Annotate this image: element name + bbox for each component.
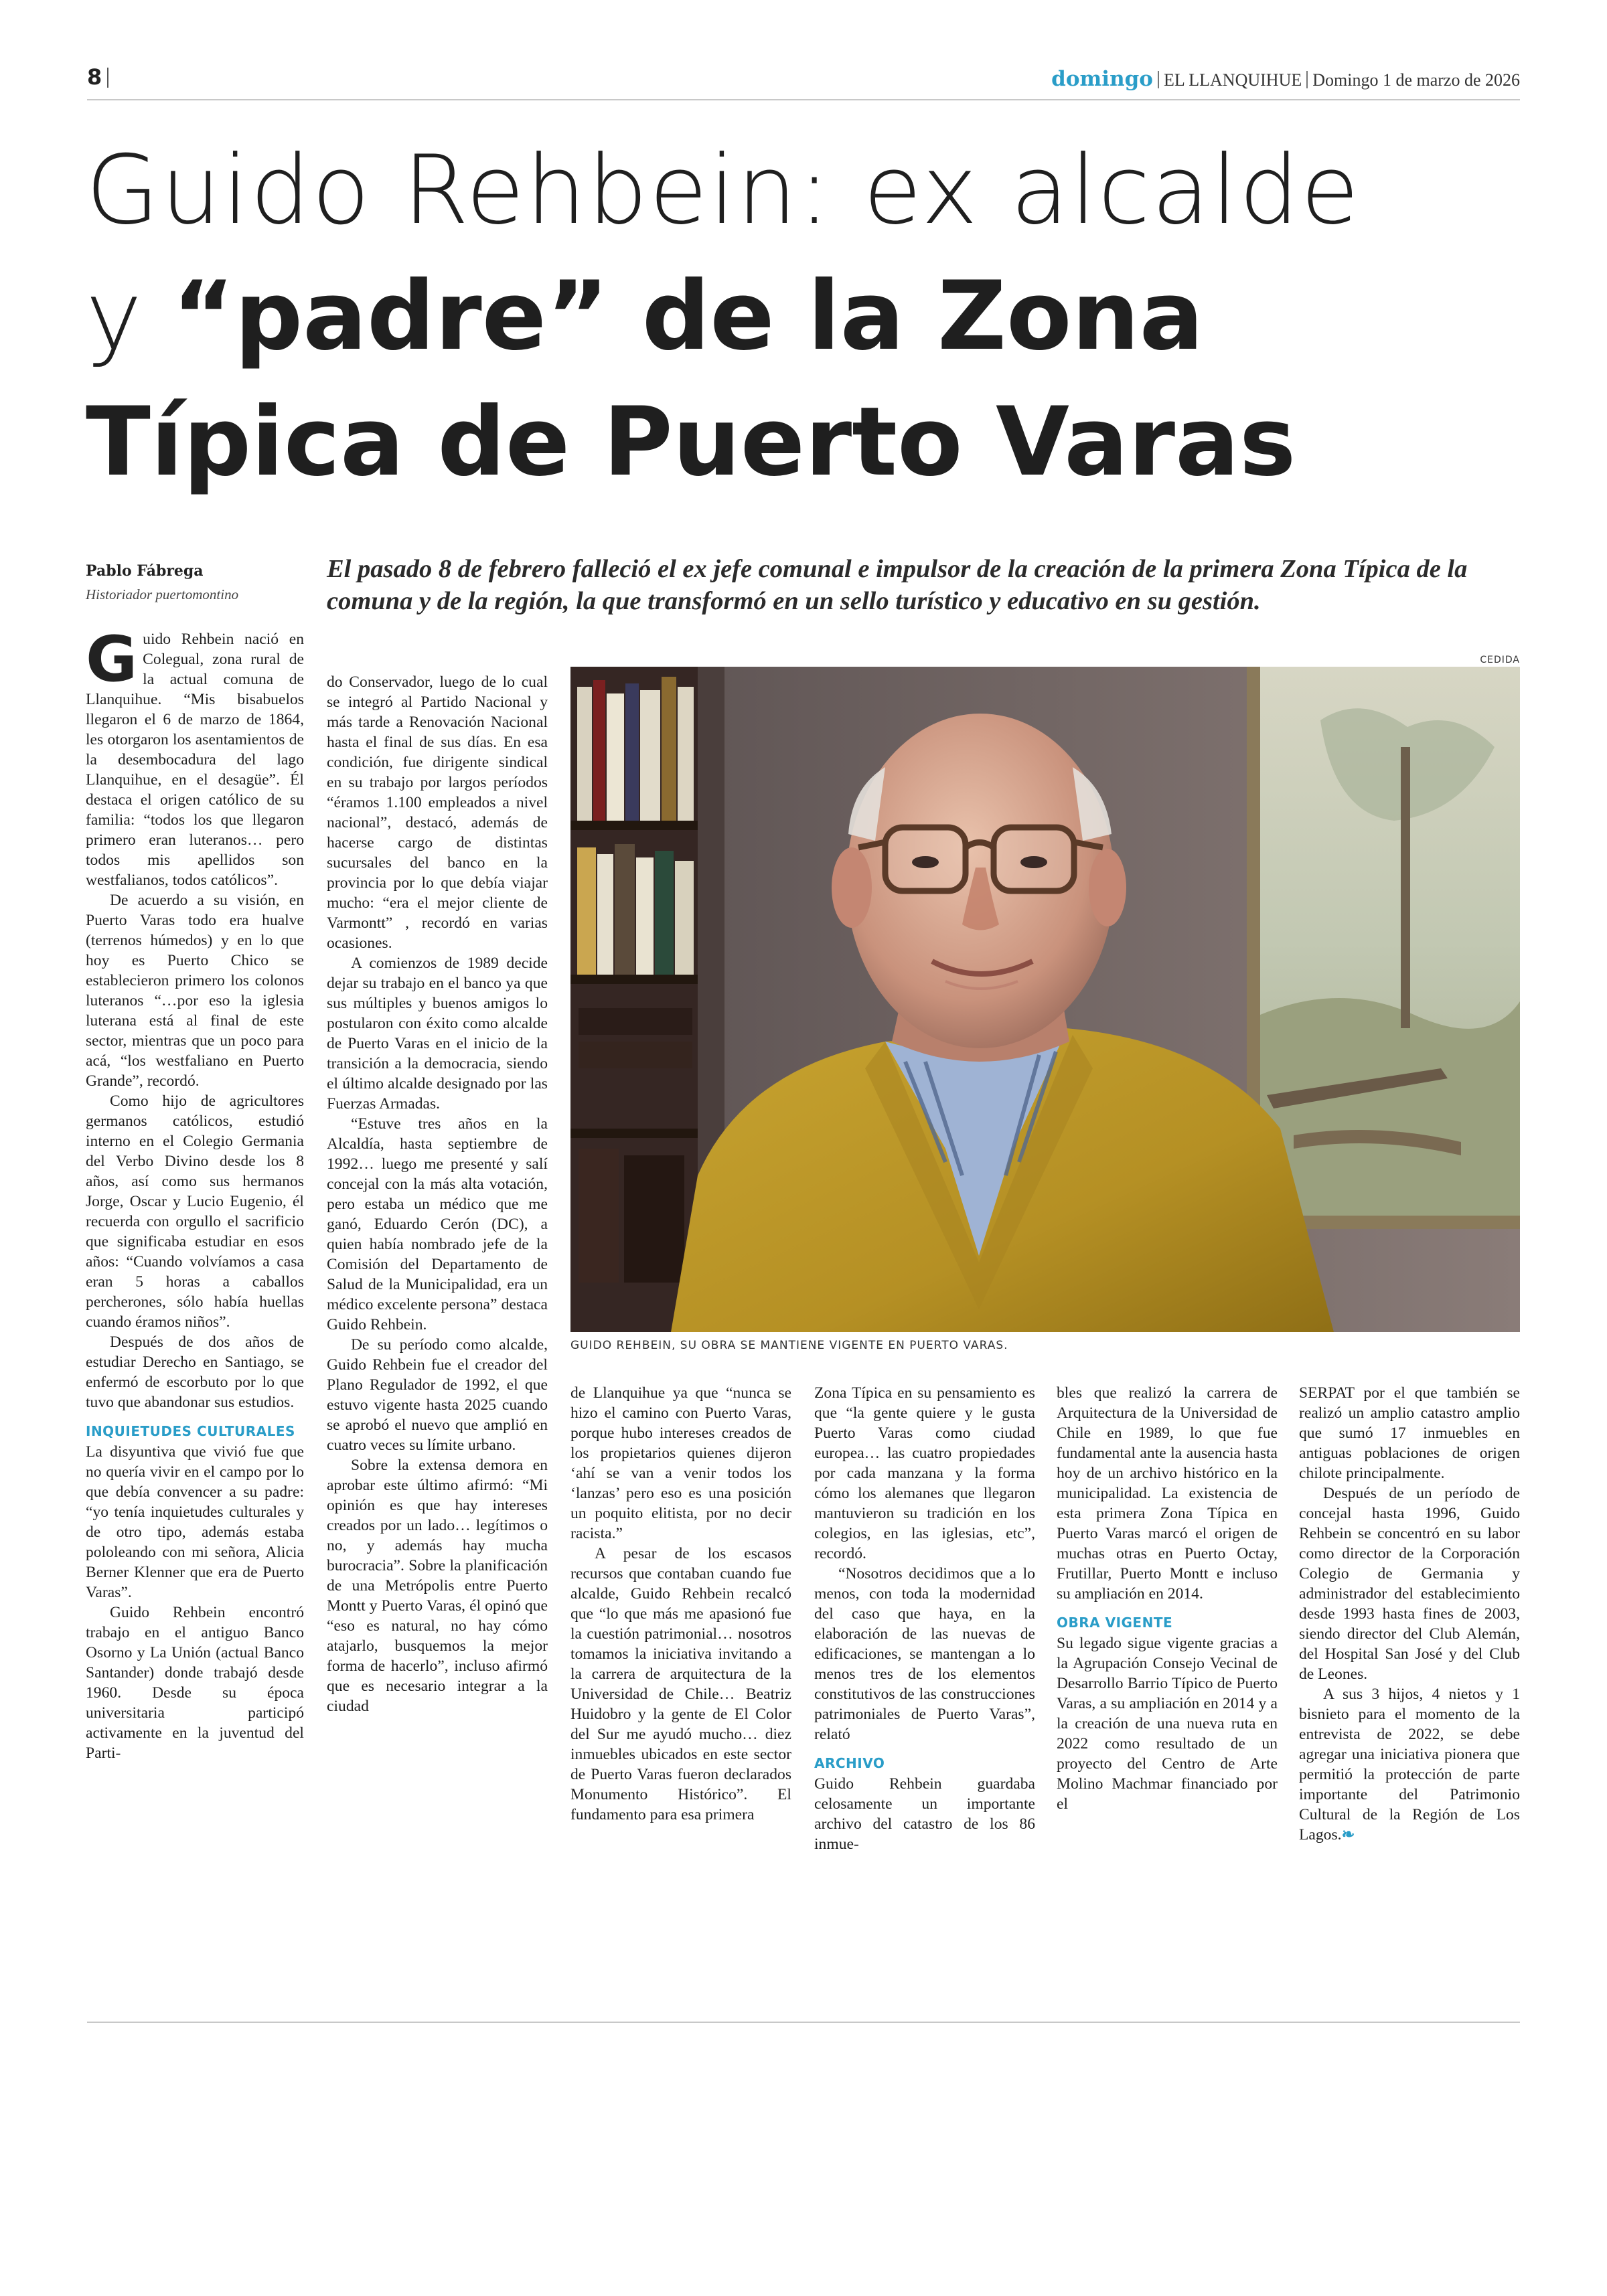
section-brand: domingo xyxy=(1051,67,1153,91)
author-title: Historiador puertomontino xyxy=(86,586,239,602)
issue-date: Domingo 1 de marzo de 2026 xyxy=(1312,70,1520,90)
subheading-obra-vigente: OBRA VIGENTE xyxy=(1057,1615,1173,1631)
article-column-3 xyxy=(570,1383,791,1825)
landscape-painting xyxy=(1247,667,1520,1229)
article-paragraph: Después de dos años de estudiar Derecho en Santiago, se enfermó de escorbuto por lo que tuvo que abandonar sus estudios. xyxy=(86,1333,304,1411)
end-mark-icon: ❧ xyxy=(1341,1826,1355,1843)
subheading-archivo: ARCHIVO xyxy=(814,1755,885,1771)
subheading-inquietudes: INQUIETUDES CULTURALES xyxy=(86,1423,295,1439)
drop-cap: G xyxy=(86,623,138,696)
masthead xyxy=(1051,67,1520,91)
article-paragraph: De su período como alcalde, Guido Rehbein fue el creador del Plano Regulador de 1992, el que estuvo vigente hasta 2025 cuando se aprobó el nuevo que amplió en cuatro veces su límite urbano. xyxy=(327,1336,548,1454)
article-paragraph-final xyxy=(1299,1684,1520,1845)
final-text: A sus 3 hijos, 4 nietos y 1 bisnieto para el momento de la entrevista de 2022, se debe agregar una iniciativa pionera que permitió la protección de parte importante del Patrimonio Cultural de la Región de Los Lagos. xyxy=(1299,1686,1520,1843)
article-paragraph: “Nosotros decidimos que a lo menos, con toda la modernidad del caso que haya, en la elaboración de las nuevas de edificaciones, se mantengan a lo menos tres de los elementos constitutivos de las construcciones patrimoniales de Puerto Varas”, relató xyxy=(814,1565,1035,1743)
article-paragraph: Guido Rehbein guardaba celosamente un importante archivo del catastro de los 86 inmue- xyxy=(814,1775,1035,1853)
portrait-photo xyxy=(570,667,1520,1332)
page-number: 8 xyxy=(87,64,102,90)
header-rule xyxy=(87,99,1520,100)
photo-credit: CEDIDA xyxy=(1480,655,1520,665)
article-paragraph: Como hijo de agricultores germanos católicos, estudió interno en el Colegio Germania del Verbo Divino desde los 8 años, así como sus hermanos Jorge, Oscar y Lucio Eugenio, él recuerda con orgullo el sacrificio que significaba estudiar en esos años: “Cuando volvíamos a casa eran 5 horas a caballos percherones, sólo había huellas cuando éramos niños”. xyxy=(86,1092,304,1331)
portrait-illustration xyxy=(570,667,1520,1332)
article-paragraph: Su legado sigue vigente gracias a la Agrupación Consejo Vecinal de Desarrollo Barrio Típico de Puerto Varas, a su ampliación en 2014 y a la creación de una nueva ruta en 2022 como resultado de un proyecto del Centro de Arte Molino Machmar financiado por el xyxy=(1057,1635,1278,1813)
bookshelf xyxy=(570,677,698,1283)
photo-caption: GUIDO REHBEIN, SU OBRA SE MANTIENE VIGENTE EN PUERTO VARAS. xyxy=(570,1339,1008,1352)
article-paragraph: Zona Típica en su pensamiento es que “la gente quiere y le gusta Puerto Varas como ciudad europea… las cuatro propiedades por cada manzana y la forma cómo los alemanes que llegaron mantuvieron su tradición en los colegios, en las iglesias, etc”, recordó. xyxy=(814,1384,1035,1562)
headline-line-2 xyxy=(86,261,1204,372)
article-paragraph: “Estuve tres años en la Alcaldía, hasta septiembre de 1992… luego me presenté y salí concejal con la más alta votación, pero estaba un médico que me ganó, Eduardo Cerón (DC), a quien había nombrado jefe de la Comisión del Departamento de Salud de la Municipalidad, era un médico excelente persona” destaca Guido Rehbein. xyxy=(327,1115,548,1333)
article-paragraph: uido Rehbein nació en Colegual, zona rural de la actual comuna de Llanquihue. “Mis bisabuelos llegaron el 6 de marzo de 1864, les otorgaron los asentamientos de la desembocadura del lago Llanquihue, en el desagüe”. Él destaca el origen católico de su familia: “todos los que llegaron primero eran luteranos… pero todos mis apellidos son westfalianos, todos católicos”. xyxy=(86,631,304,889)
headline-line-1: Guido Rehbein: ex alcalde xyxy=(86,135,1361,246)
article-paragraph: de Llanquihue ya que “nunca se hizo el camino con Puerto Varas, porque hubo intereses creados de los propietarios quienes dijeron ‘ahí se van a venir todos los ‘lanzas’ pero eso es una posición un poquito elitista, por no decir racista.” xyxy=(570,1384,791,1542)
article-column-5 xyxy=(1057,1383,1278,1814)
article-column-1 xyxy=(86,623,304,1763)
headline-light-word: y xyxy=(86,261,173,372)
newspaper-name: EL LLANQUIHUE xyxy=(1163,70,1302,90)
article-paragraph: A pesar de los escasos recursos que contaban cuando fue alcalde, Guido Rehbein recalcó que “lo que más me apasionó fue la cuestión patrimonial… nosotros tomamos la iniciativa invitando a la carrera de arquitectura de la Universidad de Chile… Beatriz Huidobro y la gente de El Color del Sur me ayudó mucho… diez inmuebles ubicados en este sector de Puerto Varas fueron declarados Monumento Histórico”. El fundamento para esa primera xyxy=(570,1545,791,1823)
masthead-divider xyxy=(1158,71,1159,88)
headline-bold-phrase: “padre” de la Zona xyxy=(172,261,1204,372)
bottom-rule xyxy=(87,2022,1520,2023)
author-name: Pablo Fábrega xyxy=(86,562,204,580)
lead-paragraph: El pasado 8 de febrero falleció el ex jefe comunal e impulsor de la creación de la primera Zona Típica de la comuna y de la región, la que transformó en un sello turístico y educativo en su gestión. xyxy=(327,555,1468,615)
masthead-divider xyxy=(1306,71,1308,88)
article-column-4 xyxy=(814,1383,1035,1854)
article-paragraph: Sobre la extensa demora en aprobar este último afirmó: “Mi opinión es que hay intereses creados por un lado… legítimos o no, y además hay mucha burocracia”. Sobre la planificación de una Metrópolis entre Puerto Montt y Puerto Varas, él opinó que “eso es natural, no hay cómo atajarlo, busquemos la mejor forma de hacerlo”, incluso afirmó que es necesario integrar a la ciudad xyxy=(327,1457,548,1715)
article-paragraph: bles que realizó la carrera de Arquitectura de la Universidad de Chile en 1989, lo que fue fundamental ante la ausencia hasta hoy de un archivo histórico en la municipalidad. La existencia de esta primera Zona Típica en Puerto Varas marcó el origen de muchas otras en Puerto Octay, Frutillar, Puerto Montt e incluso su ampliación en 2014. xyxy=(1057,1384,1278,1603)
article-paragraph: La disyuntiva que vivió fue que no quería vivir en el campo por lo que debía convencer a su padre: “yo tenía inquietudes culturales y de otro tipo, además estaba pololeando con mi señora, Alicia Berner Klenner que era de Puerto Varas”. xyxy=(86,1443,304,1601)
article-paragraph: De acuerdo a su visión, en Puerto Varas todo era hualve (terrenos húmedos) y en lo que hoy es Puerto Chico se establecieron primero los colonos luteranos “…por eso la iglesia luterana está al final de este sector, mientras que un poco para acá, “los westfaliano en Puerto Grande”, recordó. xyxy=(86,892,304,1090)
article-paragraph: Guido Rehbein encontró trabajo en el antiguo Banco Osorno y La Unión (actual Banco Santander) donde trabajó desde 1960. Desde su época universitaria participó activamente en la juventud del Parti- xyxy=(86,1604,304,1762)
article-paragraph: Después de un período de concejal hasta 1996, Guido Rehbein se concentró en su labor como director de la Corporación Colegio de Germania y administrador del establecimiento desde 1993 hasta fines de 2003, siendo director del Club Alemán, del Hospital San José y del Club de Leones. xyxy=(1299,1485,1520,1683)
article-paragraph: SERPAT por el que también se realizó un amplio catastro amplio que sumó 17 inmuebles en antiguas poblaciones de origen chilote principalmente. xyxy=(1299,1384,1520,1482)
article-paragraph: do Conservador, luego de lo cual se integró al Partido Nacional y más tarde a Renovación Nacional hasta el final de sus días. En esa condición, fue dirigente sindical en su trabajo por largos períodos “éramos 1.100 empleados a nivel nacional”, destacó, además de hacerse cargo de distintas sucursales del banco en la provincia por lo que debía viajar mucho: “era el mejor cliente de Varmontt” , recordó en varias ocasiones. xyxy=(327,673,548,952)
article-column-6 xyxy=(1299,1383,1520,1845)
headline-line-3: Típica de Puerto Varas xyxy=(86,387,1296,497)
article-paragraph: A comienzos de 1989 decide dejar su trabajo en el banco ya que sus múltiples y buenos amigos lo postularon con éxito como alcalde de Puerto Varas en el inicio de la transición a la democracia, siendo el último alcalde designado por las Fuerzas Armadas. xyxy=(327,955,548,1113)
page-number-divider xyxy=(107,68,108,88)
article-column-2 xyxy=(327,672,548,1716)
